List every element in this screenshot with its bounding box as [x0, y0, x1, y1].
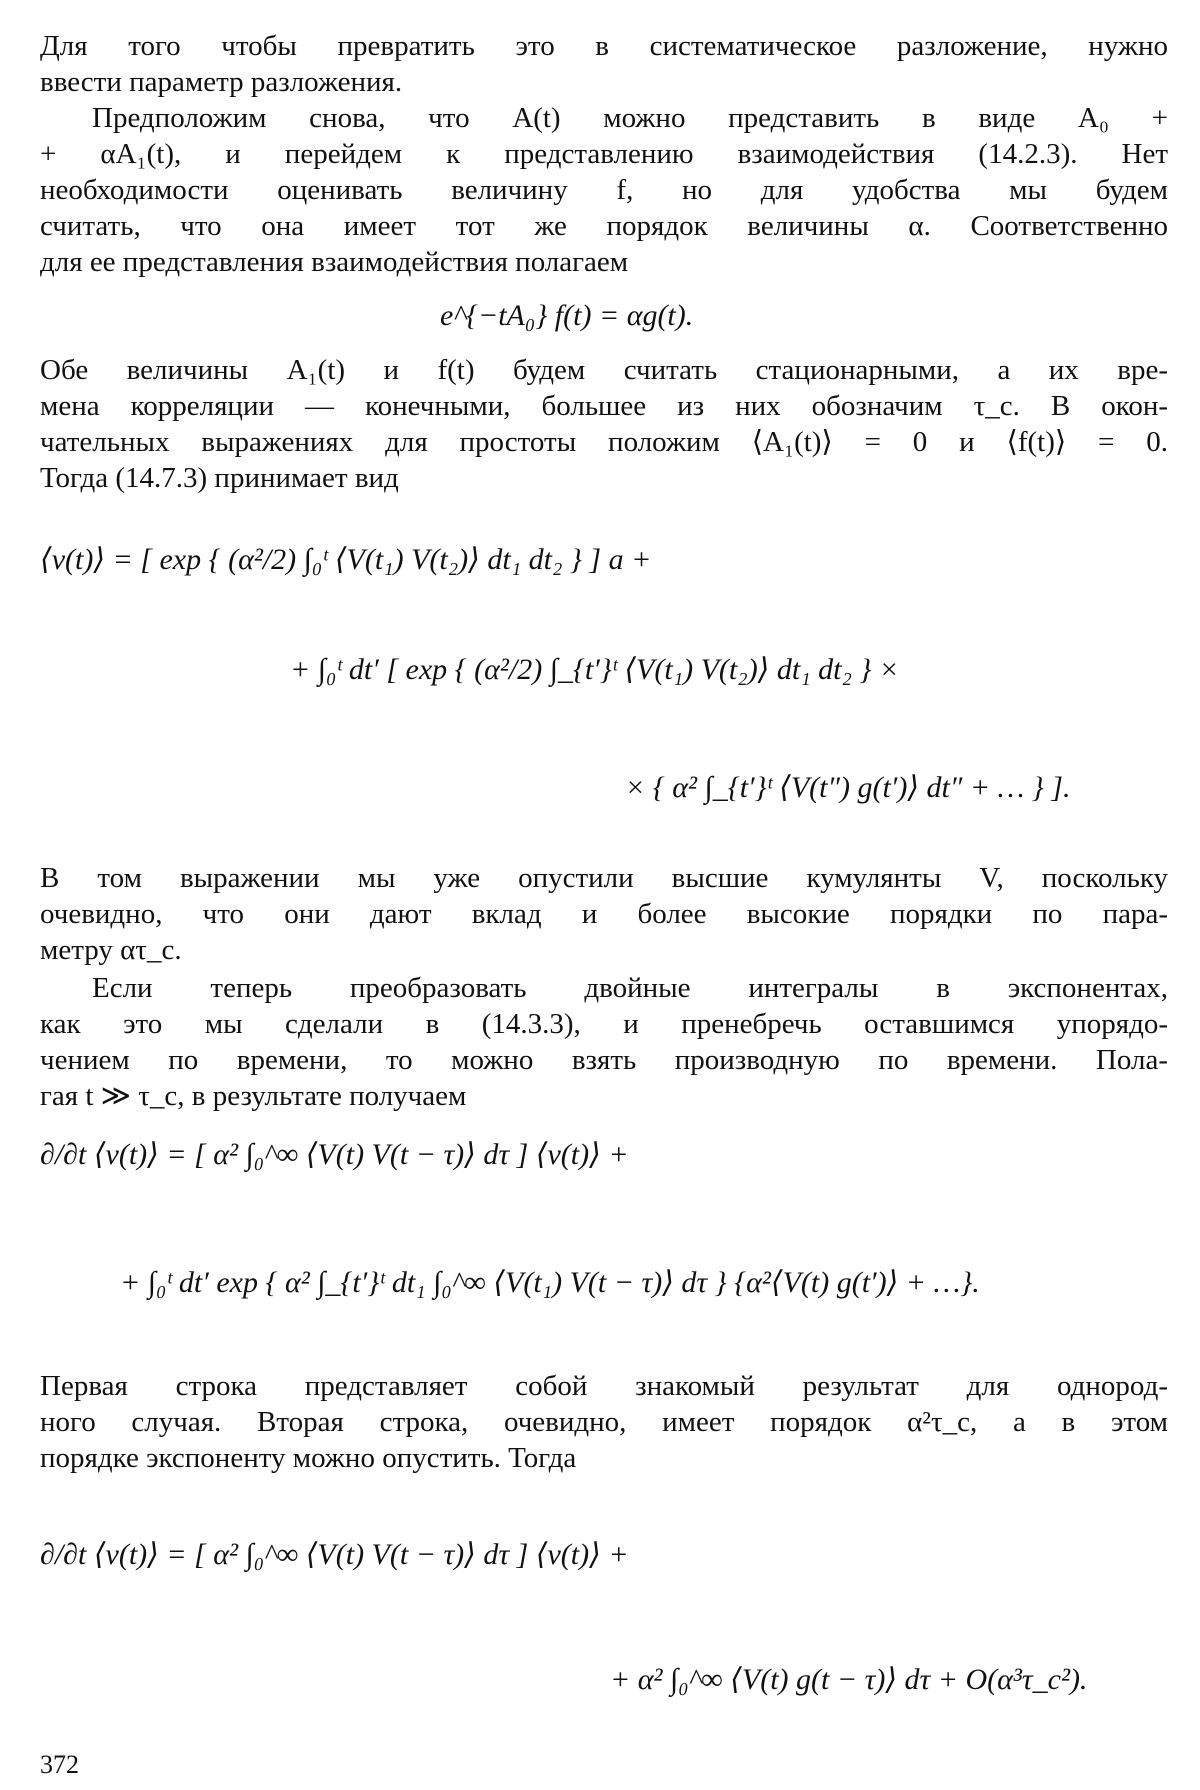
text-line: для ее представления взаимодействия полагаем: [40, 246, 629, 278]
text-line: Предположим снова, что A(t) можно представить в виде A₀ +: [92, 102, 1168, 134]
text-line: считать, что она имеет тот же порядок величины α. Соответственно: [40, 210, 1168, 242]
page-number: 372: [40, 1750, 79, 1779]
equation-2-line-3: × { α² ∫_{t′}ᵗ ⟨V(t″) g(t′)⟩ dt″ + … } ].: [625, 771, 1071, 804]
equation-3-line-2: + ∫₀ᵗ dt′ exp { α² ∫_{t′}ᵗ dt₁ ∫₀^∞ ⟨V(t₁) V(t − τ)⟩ dτ } {α²⟨V(t) g(t′)⟩ + …}.: [120, 1266, 980, 1299]
text-line: Первая строка представляет собой знакомый результат для однород-: [40, 1370, 1168, 1402]
text-line: чательных выражениях для простоты положим ⟨A₁(t)⟩ = 0 и ⟨f(t)⟩ = 0.: [40, 426, 1168, 458]
paragraph-4: [40, 860, 1168, 968]
equation-4-line-1: ∂/∂t ⟨v(t)⟩ = [ α² ∫₀^∞ ⟨V(t) V(t − τ)⟩ dτ ] ⟨v(t)⟩ +: [40, 1538, 629, 1571]
paragraph-3: [40, 352, 1168, 496]
equation-1: e^{−tA₀} f(t) = αg(t).: [440, 299, 694, 332]
text-line: мена корреляции — конечными, большее из них обозначим τ_c. В окон-: [40, 390, 1168, 422]
text-line: Тогда (14.7.3) принимает вид: [40, 462, 399, 494]
text-line: очевидно, что они дают вклад и более высокие порядки по пара-: [40, 898, 1168, 930]
text-line: как это мы сделали в (14.3.3), и пренебречь оставшимся упорядо-: [40, 1008, 1168, 1040]
paragraph-6: [40, 1368, 1168, 1476]
text-line: Для того чтобы превратить это в систематическое разложение, нужно: [40, 30, 1168, 62]
text-line: + αA₁(t), и перейдем к представлению взаимодействия (14.2.3). Нет: [40, 138, 1168, 170]
paragraph-2: [40, 100, 1168, 280]
text-line: ного случая. Вторая строка, очевидно, имеет порядок α²τ_c, а в этом: [40, 1406, 1168, 1438]
text-line: Если теперь преобразовать двойные интегралы в экспонентах,: [92, 972, 1168, 1004]
equation-4-line-2: + α² ∫₀^∞ ⟨V(t) g(t − τ)⟩ dτ + O(α³τ_c²).: [610, 1663, 1088, 1696]
equation-3-line-1: ∂/∂t ⟨v(t)⟩ = [ α² ∫₀^∞ ⟨V(t) V(t − τ)⟩ dτ ] ⟨v(t)⟩ +: [40, 1138, 629, 1171]
equation-2-line-2: + ∫₀ᵗ dt′ [ exp { (α²/2) ∫_{t′}ᵗ ⟨V(t₁) V(t₂)⟩ dt₁ dt₂ } ×: [290, 653, 900, 686]
equation-2-line-1: ⟨v(t)⟩ = [ exp { (α²/2) ∫₀ᵗ ⟨V(t₁) V(t₂)⟩ dt₁ dt₂ } ] a +: [40, 543, 652, 576]
text-line: Обе величины A₁(t) и f(t) будем считать стационарными, а их вре-: [40, 354, 1168, 386]
text-line: ввести параметр разложения.: [40, 66, 403, 98]
text-line: необходимости оценивать величину f, но для удобства мы будем: [40, 174, 1168, 206]
text-line: чением по времени, то можно взять производную по времени. Пола-: [40, 1044, 1168, 1076]
text-line: В том выражении мы уже опустили высшие кумулянты V, поскольку: [40, 862, 1168, 894]
paragraph-1: [40, 28, 1168, 100]
paragraph-5: [40, 970, 1168, 1114]
text-line: метру ατ_c.: [40, 934, 182, 966]
text-line: гая t ≫ τ_c, в результате получаем: [40, 1080, 467, 1112]
text-line: порядке экспоненту можно опустить. Тогда: [40, 1442, 577, 1474]
